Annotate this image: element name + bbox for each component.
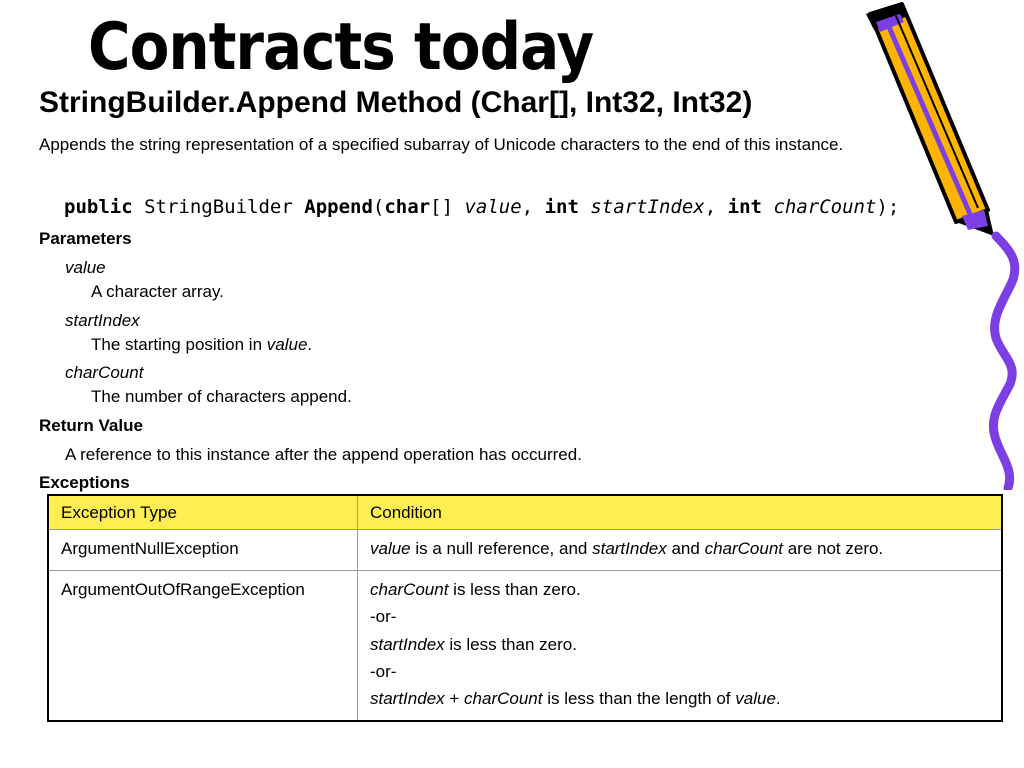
condition-line — [370, 635, 989, 655]
exceptions-table — [47, 494, 1003, 722]
method-summary: Appends the string representation of a specified subarray of Unicode characters to the end of this instance. — [39, 135, 844, 154]
exceptions-heading: Exceptions — [39, 473, 130, 492]
cond-term: charCount — [370, 579, 449, 599]
condition-line — [370, 607, 989, 627]
column-header-condition: Condition — [358, 495, 1003, 530]
exception-type-cell: ArgumentNullException — [48, 530, 358, 570]
cond-text: are not zero. — [783, 539, 884, 559]
sig-open-paren: ( — [372, 196, 385, 218]
sig-comma-1: , — [521, 196, 534, 218]
cond-text: is less than the length of — [542, 689, 736, 709]
cond-or: -or- — [370, 607, 397, 627]
cond-term: charCount — [704, 539, 783, 559]
param-desc-startindex-text: The starting position in — [91, 335, 267, 354]
sig-return-type: StringBuilder — [144, 196, 293, 218]
column-header-exception-type: Exception Type — [48, 495, 358, 530]
cond-term: startIndex — [370, 634, 445, 654]
parameters-heading: Parameters — [39, 229, 132, 248]
pencil-icon — [860, 0, 1024, 490]
sig-brackets: [] — [430, 196, 454, 218]
condition-line — [370, 662, 989, 682]
cond-term: value — [370, 539, 411, 559]
return-value-heading: Return Value — [39, 416, 143, 435]
sig-arg-charcount: charCount — [773, 196, 877, 218]
sig-type-int-1: int — [544, 196, 579, 218]
table-header-row — [48, 495, 1002, 530]
cond-term: startIndex — [592, 539, 667, 559]
condition-cell — [358, 530, 1003, 570]
cond-text: is less than zero. — [444, 634, 577, 654]
sig-type-char: char — [384, 196, 431, 218]
param-desc-value: A character array. — [91, 282, 224, 301]
param-desc-startindex-ref: value — [266, 335, 308, 354]
method-heading: StringBuilder.Append Method (Char[], Int32, Int32) — [39, 86, 753, 119]
cond-text: and — [666, 539, 705, 559]
exception-type-cell: ArgumentOutOfRangeException — [48, 570, 358, 720]
cond-term: value — [735, 689, 776, 709]
cond-text: + — [444, 689, 465, 709]
cond-term: startIndex — [370, 689, 445, 709]
cond-text: is less than zero. — [448, 579, 581, 599]
param-desc-startindex — [91, 335, 312, 355]
slide-title: Contracts today — [88, 8, 594, 85]
condition-line — [370, 580, 989, 600]
table-row — [48, 570, 1002, 720]
param-desc-startindex-end: . — [307, 335, 313, 354]
sig-arg-startindex: startIndex — [590, 196, 705, 218]
param-name-charcount: charCount — [65, 363, 144, 382]
cond-term: charCount — [464, 689, 543, 709]
param-desc-charcount: The number of characters append. — [91, 387, 352, 406]
param-name-startindex: startIndex — [65, 311, 140, 330]
sig-method-name: Append — [304, 196, 373, 218]
cond-text: . — [775, 689, 781, 709]
sig-arg-value: value — [464, 196, 522, 218]
sig-keyword-public: public — [64, 196, 133, 218]
condition-cell — [358, 570, 1003, 720]
cond-or: -or- — [370, 661, 397, 681]
return-value-text: A reference to this instance after the append operation has occurred. — [65, 445, 582, 464]
cond-text: is a null reference, and — [410, 539, 593, 559]
table-row — [48, 530, 1002, 570]
param-name-value: value — [65, 258, 106, 277]
method-signature — [64, 196, 899, 218]
sig-comma-2: , — [704, 196, 717, 218]
condition-line — [370, 689, 989, 709]
sig-close: ); — [876, 196, 900, 218]
sig-type-int-2: int — [727, 196, 762, 218]
